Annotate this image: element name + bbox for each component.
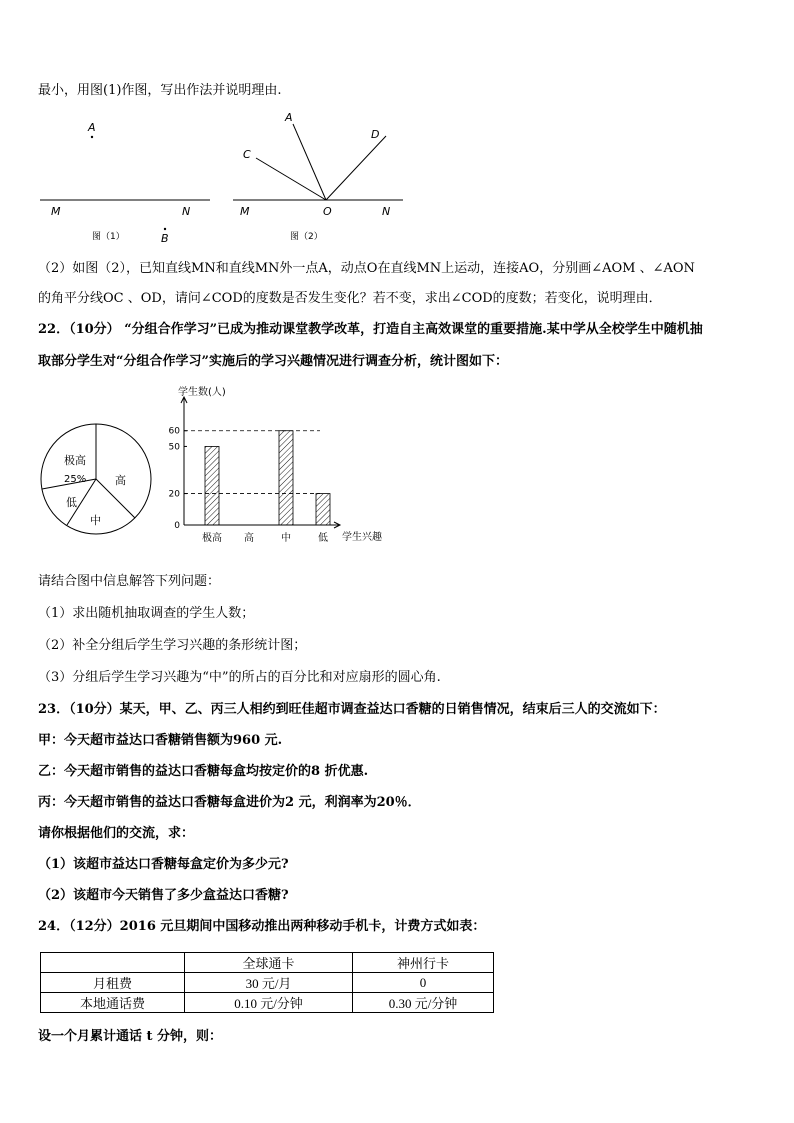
q23-question-2: （2）该超市今天销售了多少盒益达口香糖? bbox=[38, 888, 289, 903]
table-row bbox=[41, 993, 494, 1013]
table-cell bbox=[41, 953, 185, 973]
fig2-m-label: M bbox=[240, 205, 250, 218]
q23-bing: 丙：今天超市销售的益达口香糖每盒进价为2 元，利润率为20％． bbox=[38, 795, 421, 810]
q23-jia: 甲：今天超市益达口香糖销售额为960 元. bbox=[38, 733, 283, 748]
fig1-caption: 图（1） bbox=[92, 232, 125, 242]
q24-after-table: 设一个月累计通话 t 分钟，则： bbox=[38, 1029, 223, 1044]
q22-question-intro: 请结合图中信息解答下列问题： bbox=[38, 574, 221, 589]
table-cell: 神州行卡 bbox=[353, 953, 494, 973]
pie-label-very-high: 极高 bbox=[64, 454, 86, 467]
q22-question-2: （2）补全分组后学生学习兴趣的条形统计图； bbox=[38, 638, 307, 653]
fig1-point-b bbox=[164, 228, 166, 230]
q22-line2: 取部分学生对“分组合作学习”实施后的学习兴趣情况进行调查分析，统计图如下： bbox=[38, 354, 508, 369]
fig2-n-label: N bbox=[382, 205, 391, 218]
fig1-point-a bbox=[91, 136, 93, 138]
q23-yi: 乙：今天超市销售的益达口香糖每盒均按定价的8 折优惠. bbox=[38, 764, 369, 779]
q22-pie-chart bbox=[38, 412, 158, 547]
fig2-caption: 图（2） bbox=[290, 232, 323, 242]
table-cell: 全球通卡 bbox=[185, 953, 353, 973]
fig1-point-b-label: B bbox=[161, 232, 169, 245]
x-axis-label: 学生兴趣 bbox=[342, 532, 382, 543]
y-tick-label: 60 bbox=[168, 426, 180, 437]
y-tick-label: 50 bbox=[168, 442, 180, 453]
table-cell: 0 bbox=[353, 973, 494, 993]
q22-bar-chart bbox=[160, 385, 400, 550]
fig1-point-a-label: A bbox=[88, 121, 96, 134]
q23-line1: 23．（10分）某天，甲、乙、丙三人相约到旺佳超市调查益达口香糖的日销售情况，结束后三人的交流如下： bbox=[38, 702, 666, 717]
y-tick-label: 20 bbox=[168, 489, 180, 500]
q22-question-1: （1）求出随机抽取调查的学生人数； bbox=[38, 606, 255, 621]
q21-line1: 最小，用图(1)作图，写出作法并说明理由. bbox=[38, 83, 282, 98]
fig2-d-label: D bbox=[371, 128, 380, 141]
bar bbox=[279, 431, 293, 525]
q24-fee-table bbox=[40, 952, 494, 1013]
y-axis-label: 学生数(人) bbox=[178, 387, 226, 398]
fig1-m-label: M bbox=[51, 205, 61, 218]
x-tick-label: 极高 bbox=[202, 533, 222, 544]
q24-line1: 24．（12分）2016 元旦期间中国移动推出两种移动手机卡，计费方式如表： bbox=[38, 919, 486, 934]
table-cell: 0.10 元/分钟 bbox=[185, 993, 353, 1013]
bar bbox=[205, 446, 219, 525]
pie-label-mid: 中 bbox=[90, 514, 101, 527]
table-cell: 30 元/月 bbox=[185, 973, 353, 993]
fig2-o-label: O bbox=[323, 205, 332, 218]
bar bbox=[316, 494, 330, 525]
fig2-a-label: A bbox=[285, 111, 293, 124]
table-cell: 月租费 bbox=[41, 973, 185, 993]
fig2-ray-oc bbox=[256, 158, 326, 200]
table-row bbox=[41, 973, 494, 993]
q21-figure-2 bbox=[228, 108, 418, 243]
q21-figure-1 bbox=[30, 112, 220, 247]
fig2-ray-od bbox=[326, 136, 386, 200]
x-tick-label: 低 bbox=[318, 533, 328, 544]
pie-label-high: 高 bbox=[115, 474, 126, 487]
table-cell: 本地通话费 bbox=[41, 993, 185, 1013]
q21-part2-line1: （2）如图（2），已知直线MN和直线MN外一点A，动点O在直线MN上运动，连接AO，分别画∠AOM 、∠AON bbox=[38, 261, 695, 276]
q22-question-3: （3）分组后学生学习兴趣为“中”的所占的百分比和对应扇形的圆心角. bbox=[38, 670, 441, 685]
pie-label-very-high-pct: 25% bbox=[64, 474, 87, 485]
fig2-c-label: C bbox=[243, 148, 251, 161]
q23-ask: 请你根据他们的交流，求： bbox=[38, 826, 195, 841]
x-tick-label: 高 bbox=[244, 533, 254, 544]
fig2-ray-oa bbox=[293, 124, 326, 200]
pie-label-low: 低 bbox=[66, 496, 77, 509]
table-header-row bbox=[41, 953, 494, 973]
table-cell: 0.30 元/分钟 bbox=[353, 993, 494, 1013]
fig1-n-label: N bbox=[182, 205, 191, 218]
q23-question-1: （1）该超市益达口香糖每盒定价为多少元? bbox=[38, 857, 289, 872]
x-tick-label: 中 bbox=[281, 533, 291, 544]
y-tick-label: 0 bbox=[174, 521, 180, 531]
q21-part2-line2: 的角平分线OC 、OD，请问∠COD的度数是否发生变化？若不变，求出∠COD的度数；若变化，说明理由． bbox=[38, 291, 662, 306]
q22-line1: 22．（10分） “分组合作学习”已成为推动课堂教学改革，打造自主高效课堂的重要措施.某中学从全校学生中随机抽 bbox=[38, 322, 703, 337]
